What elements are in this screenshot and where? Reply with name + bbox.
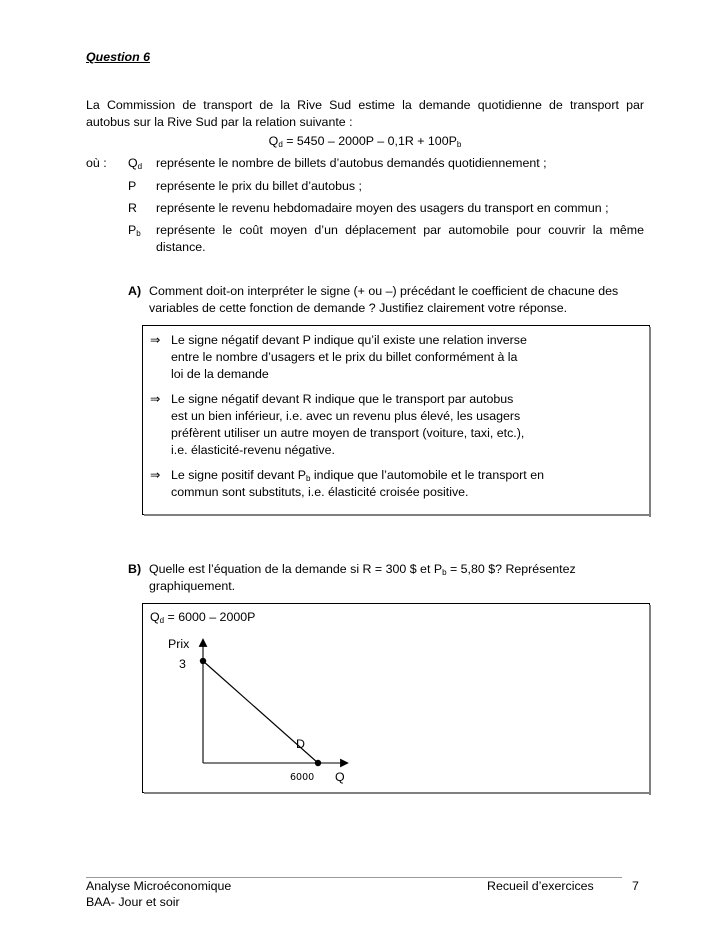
var-description: représente le revenu hebdomadaire moyen des usagers du transport en commun ;: [156, 201, 609, 215]
answer-line: entre le nombre d’usagers et le prix du billet conformément à la: [171, 350, 518, 364]
answer-item: [150, 332, 570, 384]
question-title: Question 6: [86, 50, 151, 64]
demand-chart: [142, 603, 650, 793]
section-a-question: Comment doit-on interpréter le signe (+ ou –) précédant le coefficient de chacune des variables de cette fonction de demande ? Justifiez clairement votre réponse.: [149, 284, 619, 315]
eq-rhs: = 5450 – 2000P – 0,1R + 100P: [286, 134, 457, 148]
variable-row: [86, 178, 646, 198]
var-symbol: P: [128, 179, 137, 193]
section-b: [128, 561, 648, 597]
eq-lhs-sub: d: [278, 140, 283, 149]
section-a: [128, 283, 648, 319]
answer-item: [150, 391, 570, 461]
section-a-letter: A): [128, 284, 142, 298]
x-intercept-point: [315, 760, 321, 766]
variable-row: [86, 222, 646, 258]
page-number: 7: [632, 879, 639, 893]
y-intercept-point: [200, 658, 206, 664]
intro-line: autobus sur la Rive Sud par la relation suivante :: [86, 115, 353, 129]
footer-course: Analyse Microéconomique: [86, 879, 232, 893]
answer-line: Le signe positif devant $P_b$ indique que l’automobile et le transport en: [171, 468, 544, 483]
answer-line: Le signe négatif devant R indique que le transport par autobus: [171, 392, 514, 406]
answer-line: i.e. élasticité-revenu négative.: [171, 443, 335, 457]
variable-row: [86, 200, 646, 220]
answer-item: [150, 467, 570, 503]
var-symbol: $Q_d$: [128, 156, 143, 171]
curve-label: D: [296, 737, 305, 751]
arrow-icon: ⇒: [150, 468, 161, 482]
eq-lhs: Q: [268, 134, 279, 148]
answer-box-a-shadow: [144, 514, 651, 516]
x-axis-label: Q: [335, 770, 345, 784]
x-tick-label: 6000: [290, 772, 315, 783]
y-axis-label: Prix: [168, 637, 190, 651]
arrow-icon: ⇒: [150, 392, 161, 406]
intro-paragraph: [86, 97, 644, 131]
intro-line: La Commission de transport de la Rive Sud estime la demande quotidienne de transport par: [86, 98, 644, 112]
var-description: représente le prix du billet d’autobus ;: [156, 179, 362, 193]
y-tick-label: 3: [179, 657, 186, 671]
var-symbol: $P_b$: [128, 223, 141, 238]
var-description: représente le coût moyen d’un déplacement par automobile pour couvrir la même distance.: [156, 223, 644, 254]
variable-row: [86, 155, 646, 175]
answer-box-a-shadow: [649, 327, 651, 517]
var-description: représente le nombre de billets d’autobus demandés quotidiennement ;: [156, 156, 547, 170]
footer-collection: Recueil d’exercices: [487, 879, 594, 893]
footer-program: BAA- Jour et soir: [86, 895, 180, 909]
section-b-question: Quelle est l’équation de la demande si R = 300 $ et $P_b = 5,80$ $? Représentez graphiquement.: [149, 562, 576, 593]
answer-line: préfèrent utiliser un autre moyen de transport (voiture, taxi, etc.),: [171, 426, 525, 440]
eq-rhs-sub: b: [456, 140, 462, 149]
demand-equation: [86, 133, 644, 150]
answer-b-equation: $Q_d = 6000 - 2000P$: [150, 610, 256, 625]
arrow-icon: ⇒: [150, 333, 161, 347]
answer-line: Le signe négatif devant P indique qu’il existe une relation inverse: [171, 333, 527, 347]
var-symbol: R: [128, 201, 137, 215]
var-prefix: où :: [86, 156, 107, 170]
answer-line: loi de la demande: [171, 367, 269, 381]
answer-line: commun sont substituts, i.e. élasticité croisée positive.: [171, 485, 469, 499]
answer-line: est un bien inférieur, i.e. avec un revenu plus élevé, les usagers: [171, 409, 521, 423]
section-b-letter: B): [128, 562, 142, 576]
